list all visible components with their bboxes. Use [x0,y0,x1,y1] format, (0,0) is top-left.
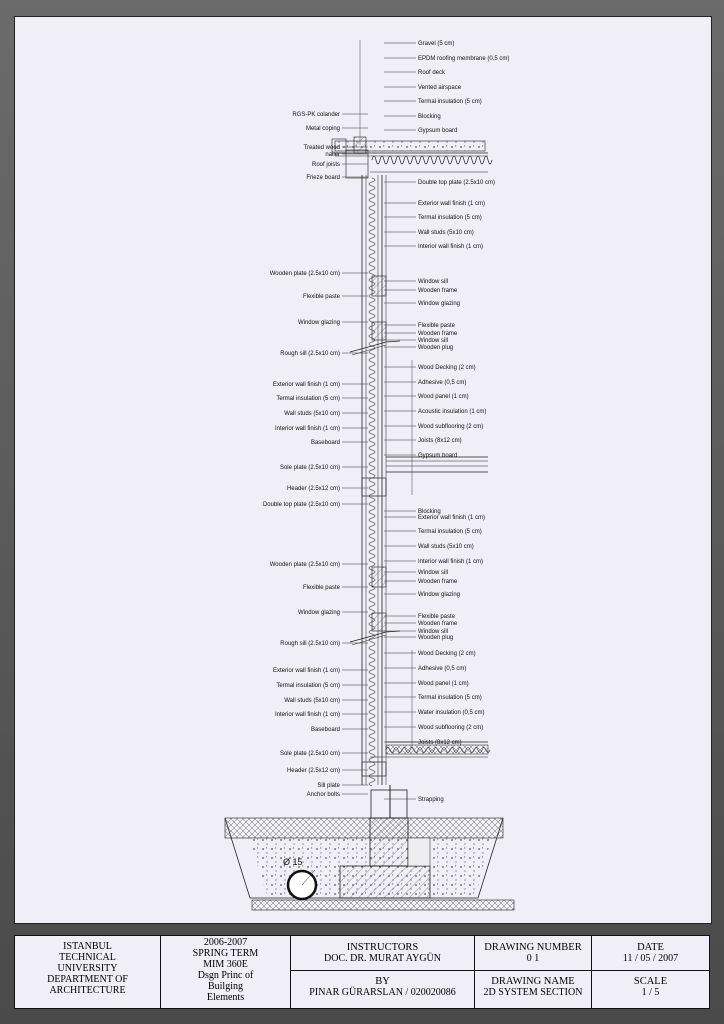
callout-label-right: Roof deck [418,70,446,76]
callout-label-left: Wall studs (5x10 cm) [284,411,340,417]
drawing-name-heading: DRAWING NAME [491,976,575,987]
drawing-number: 0 1 [526,953,540,964]
callout-label-right: Termal insulation (5 cm) [418,215,482,221]
callout-label-right: Joists (8x12 cm) [418,438,462,444]
callout-label-left: Baseboard [310,440,340,446]
callout-label-left: Wooden plate (2.5x10 cm) [269,562,340,568]
callout-label-right: Gypsum board [418,128,458,134]
drawing-number-heading: DRAWING NUMBER [484,942,582,953]
callout-label-right: Double top plate (2.5x10 cm) [418,180,496,186]
callout-label-right: Wooden frame [418,288,458,294]
callout-label-left: nailer [325,152,340,158]
callout-label-left: Double top plate (2.5x10 cm) [262,502,340,508]
callout-label-left: Header (2.5x12 cm) [286,768,340,774]
author-name: PINAR GÜRARSLAN / 020020086 [309,987,456,998]
callout-label-right: Wooden frame [418,331,458,337]
callout-label-right: Interior wall finish (1 cm) [418,244,484,250]
instructor-name: DOC. DR. MURAT AYGÜN [324,953,441,964]
callout-label-right: Wood subflooring (2 cm) [418,725,484,731]
window-lower [350,567,400,645]
course-term: SPRING TERM [192,948,259,959]
callout-label-left: Exterior wall finish (1 cm) [272,668,340,674]
callout-label-left: Sill plate [317,783,340,789]
callout-label-left: Anchor bolts [306,792,340,798]
callout-label-right: Adhesive (0,5 cm) [418,380,467,386]
labels-right [384,41,509,803]
callout-label-right: Window sill [418,338,449,344]
labels-left [263,112,368,798]
callout-label-right: Vented airspace [418,85,462,91]
university-cell [15,936,161,1008]
callout-label-left: Frieze board [306,175,340,181]
callout-label-left: Flexible paste [302,294,340,300]
callout-label-left: Baseboard [310,727,340,733]
callout-label-right: Window glazing [418,301,461,307]
university-line: UNIVERSITY [57,963,118,974]
callout-label-right: Wall studs (5x10 cm) [418,544,474,550]
callout-label-right: Window sill [418,629,449,635]
pipe-diameter-label: Ø 15 [283,857,303,867]
callout-label-right: Acoustic insulation (1 cm) [418,409,487,415]
instructors-heading: INSTRUCTORS [346,942,419,953]
foundation [225,785,514,910]
callout-label-right: Gravel (5 cm) [418,41,455,47]
drawing-info-cell [475,936,592,1008]
callout-label-left: Wooden plate (2.5x10 cm) [269,271,340,277]
callout-label-right: EPDM roofing membrane (0,5 cm) [418,56,510,62]
course-name: Builging [207,981,243,992]
callout-label-left: Termal insulation (5 cm) [276,683,340,689]
callout-label-right: Blocking [418,509,441,515]
title-block [14,935,710,1009]
callout-label-right: Window sill [418,570,449,576]
callout-label-right: Wood Decking (2 cm) [418,365,476,371]
callout-label-right: Wooden frame [418,621,458,627]
scale-heading: SCALE [633,976,668,987]
date-scale-cell [592,936,709,1008]
callout-label-right: Wood panel (1 cm) [418,681,469,687]
callout-label-left: Interior wall finish (1 cm) [274,426,340,432]
university-line: TECHNICAL [59,952,116,963]
department-line: ARCHITECTURE [49,985,126,996]
date-value: 11 / 05 / 2007 [622,953,679,964]
callout-label-right: Gypsum board [418,453,458,459]
callout-label-right: Termal insulation (5 cm) [418,695,482,701]
callout-label-left: Metal coping [305,126,340,132]
callout-label-left: Interior wall finish (1 cm) [274,712,340,718]
university-line: ISTANBUL [63,941,112,952]
callout-label-left: Window glazing [297,610,340,616]
callout-label-right: Window sill [418,279,449,285]
callout-label-right: Interior wall finish (1 cm) [418,559,484,565]
date-heading: DATE [637,942,664,953]
callout-label-left: Sole plate (2.5x10 cm) [279,751,340,757]
callout-label-right: Wood subflooring (2 cm) [418,424,484,430]
callout-label-right: Wall studs (5x10 cm) [418,230,474,236]
by-heading: BY [375,976,390,987]
course-year: 2006-2007 [203,937,248,948]
callout-label-right: Wood Decking (2 cm) [418,651,476,657]
callout-label-right: Flexible paste [418,614,456,620]
callout-label-right: Termal insulation (5 cm) [418,529,482,535]
callout-label-left: Termal insulation (5 cm) [276,396,340,402]
callout-label-left: Roof joists [311,162,340,168]
callout-label-right: Exterior wall finish (1 cm) [418,201,486,207]
drawing-name: 2D SYSTEM SECTION [483,987,583,998]
course-code: MIM 360E [203,959,248,970]
callout-label-left: Header (2.5x12 cm) [286,486,340,492]
callout-label-left: Rough sill (2.5x10 cm) [280,351,340,357]
callout-label-right: Joists (8x12 cm) [418,740,462,746]
course-name: Elements [206,992,245,1003]
people-cell [291,936,475,1008]
callout-label-right: Wooden plug [418,635,454,641]
wall-column [362,175,386,786]
callout-label-left: Sole plate (2.5x10 cm) [279,465,340,471]
callout-label-right: Water insulation (0,5 cm) [418,710,485,716]
callout-label-right: Wooden plug [418,345,454,351]
callout-label-left: Exterior wall finish (1 cm) [272,382,340,388]
course-name: Dsgn Princ of [197,970,254,981]
callout-label-right: Termal insulation (5 cm) [418,99,482,105]
callout-label-left: Window glazing [297,320,340,326]
department-line: DEPARTMENT OF [47,974,128,985]
callout-label-right: Flexible paste [418,323,456,329]
callout-label-left: Flexible paste [302,585,340,591]
course-cell [161,936,291,1008]
callout-label-left: RGS-PK colander [292,112,340,118]
callout-label-right: Exterior wall finish (1 cm) [418,515,486,521]
callout-label-right: Adhesive (0,5 cm) [418,666,467,672]
scale-value: 1 / 5 [641,987,660,998]
callout-label-right: Wood panel (1 cm) [418,394,469,400]
callout-label-right: Wooden frame [418,579,458,585]
callout-label-right: Window glazing [418,592,461,598]
callout-label-left: Wall studs (5x10 cm) [284,698,340,704]
callout-label-left: Treated wood [303,145,340,151]
callout-label-left: Rough sill (2.5x10 cm) [280,641,340,647]
callout-label-right: Strapping [418,797,444,803]
callout-label-right: Blocking [418,114,441,120]
